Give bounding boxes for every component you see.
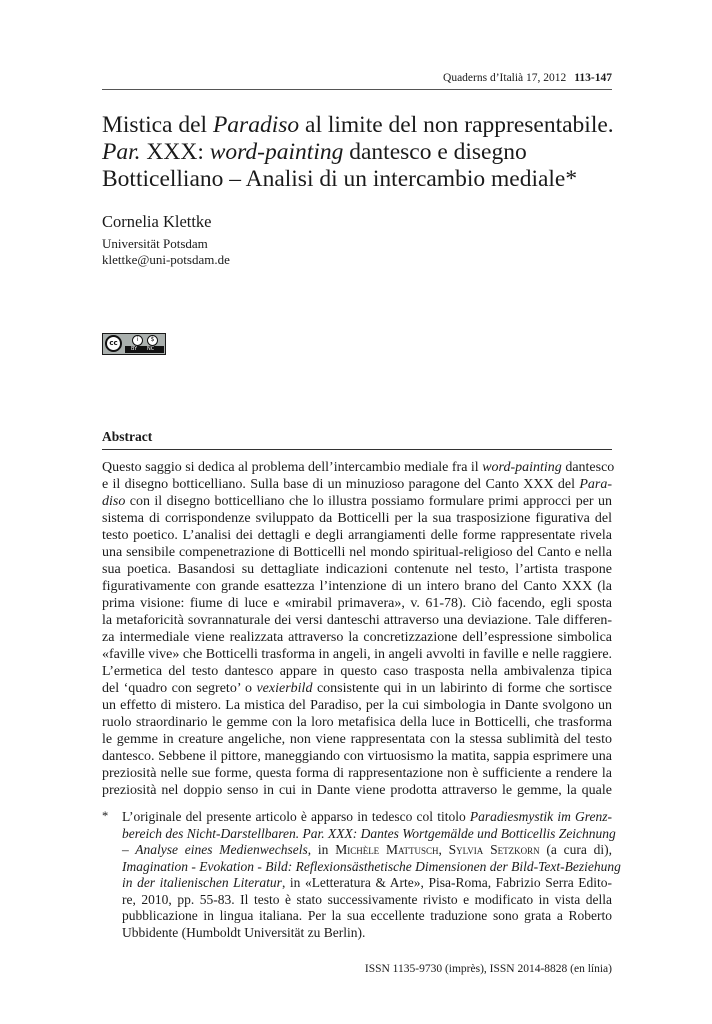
cc-license-badge[interactable] [102, 333, 166, 355]
affiliation: Universität Potsdam [102, 236, 208, 251]
footnote-marker: * [102, 809, 109, 823]
abstract-line: le gemme in creature angeliche, non viene rappresentata con la stessa sublimità del testo [102, 732, 612, 747]
issn-footer: ISSN 1135-9730 (imprès), ISSN 2014-8828 (en línia) [364, 963, 612, 975]
abstract-rule [102, 449, 612, 450]
running-head [443, 72, 612, 84]
abstract-line: dantesco. Sebbene il pittore, maneggiando con virtuosismo la matita, sappia esprimere una [102, 749, 612, 764]
title-line-1: Mistica del Paradiso al limite del non rappresentabile. [102, 112, 614, 138]
abstract-line: diso con il disegno botticelliano che lo illustra possiamo formulare primi approcci per un [102, 494, 612, 509]
abstract-line: la metaforicità sovrannaturale dei versi danteschi attraverso una deviazione. Tale differen- [102, 613, 612, 628]
license-by-label: BY [131, 346, 138, 352]
author-affiliation-block [102, 236, 230, 268]
footnote-line: – Analyse eines Medienwechsels, in Michèle Mattusch, Sylvia Setzkorn (a cura di), [122, 842, 612, 857]
abstract-line: e il disegno botticelliano. Sulla base di un minuzioso paragone del Canto XXX del Para- [102, 477, 612, 492]
abstract-line: sistema di corrispondenze sviluppato da Botticelli per la sua trasposizione figurativa del [102, 511, 612, 526]
abstract-heading: Abstract [102, 429, 153, 444]
abstract-line: sua poetica. Basandosi su dettagliate indicazioni contenute nel testo, l’artista traspone [102, 562, 612, 577]
abstract-line: figurativamente con grande esattezza l’intenzione di un intero brano del Canto XXX (la [102, 579, 612, 594]
abstract-line: Questo saggio si dedica al problema dell’intercambio mediale fra il word-painting dantesco [102, 460, 615, 475]
journal-info: Quaderns d’Italià 17, 2012 [443, 72, 567, 84]
abstract-body [102, 459, 615, 799]
abstract-line: «faville vive» che Botticelli trasforma in angeli, in angeli avvolti in faville e nelle raggiere. [102, 647, 613, 662]
footnote-line: L’originale del presente articolo è apparso in tedesco col titolo Paradiesmystik im Grenz- [122, 809, 613, 824]
author-email[interactable]: klettke@uni-potsdam.de [102, 252, 230, 267]
footnote-line: pubblicazione in lingua italiana. Per la sua eccellente traduzione sono grata a Roberto [122, 908, 612, 923]
title-line-2: Par. XXX: word-painting dantesco e disegno [102, 139, 527, 165]
abstract-line: del ‘quadro con segreto’ o vexierbild consistente qui in un labirinto di forme che sortisce [102, 681, 612, 696]
article-title [102, 112, 622, 193]
abstract-line: testo poetico. L’analisi dei dettagli e degli arrangiamenti delle forme rappresentate rivela [102, 528, 612, 543]
cc-icon: cc [105, 335, 122, 352]
footnote-line: Imagination - Evokation - Bild: Reflexionsästhetische Dimensionen der Bild-Text-Beziehung [122, 858, 621, 874]
person-icon: i [132, 335, 143, 346]
abstract-line: un effetto di mistero. La mistica del Paradiso, per la cui simbologia in Dante svolgono un [102, 698, 612, 713]
footnote-line: in der italienischen Literatur, in «Letteratura & Arte», Pisa-Roma, Fabrizio Serra Edito- [122, 875, 612, 890]
footnote [122, 809, 621, 941]
abstract-line: za intermediale viene realizzata attraverso la concretizzazione dell’espressione simbolica [102, 630, 612, 645]
title-line-3: Botticelliano – Analisi di un intercambio mediale* [102, 166, 578, 192]
author-name: Cornelia Klettke [102, 212, 212, 231]
license-strip [125, 346, 164, 353]
footnote-line: Ubbidente (Humboldt Universität zu Berlin). [122, 924, 366, 940]
abstract-line: prima visione: fiume di luce e «mirabil primavera», v. 61-78). Ciò facendo, egli sposta [102, 596, 612, 611]
license-nc-label: NC [147, 346, 155, 352]
page-range: 113-147 [574, 72, 612, 84]
header-rule [102, 89, 612, 90]
abstract-line: preziosità nelle sue forme, questa forma di rappresentazione non è sufficiente a rendere la [102, 766, 612, 781]
abstract-line: una sensibile compenetrazione di Botticelli nel mondo spiritual-religioso del Canto e nella [102, 545, 612, 560]
no-dollar-icon: $ [147, 335, 158, 346]
abstract-line: preziosità nel doppio senso in cui in Dante viene prodotta attraverso le gemme, la quale [102, 783, 612, 798]
footnote-line: bereich des Nicht-Darstellbaren. Par. XXX: Dantes Wortgemälde und Botticellis Zeichnung [122, 825, 616, 841]
footnote-line: re, 2010, pp. 55-83. Il testo è stato successivamente rivisto e modificato in vista della [122, 891, 612, 907]
abstract-line: ruolo straordinario le gemme con la loro metafisica della luce in Botticelli, che trasforma [102, 715, 612, 730]
abstract-line: L’ermetica del testo dantesco appare in questo caso trasposta nella ambivalenza tipica [102, 664, 612, 679]
